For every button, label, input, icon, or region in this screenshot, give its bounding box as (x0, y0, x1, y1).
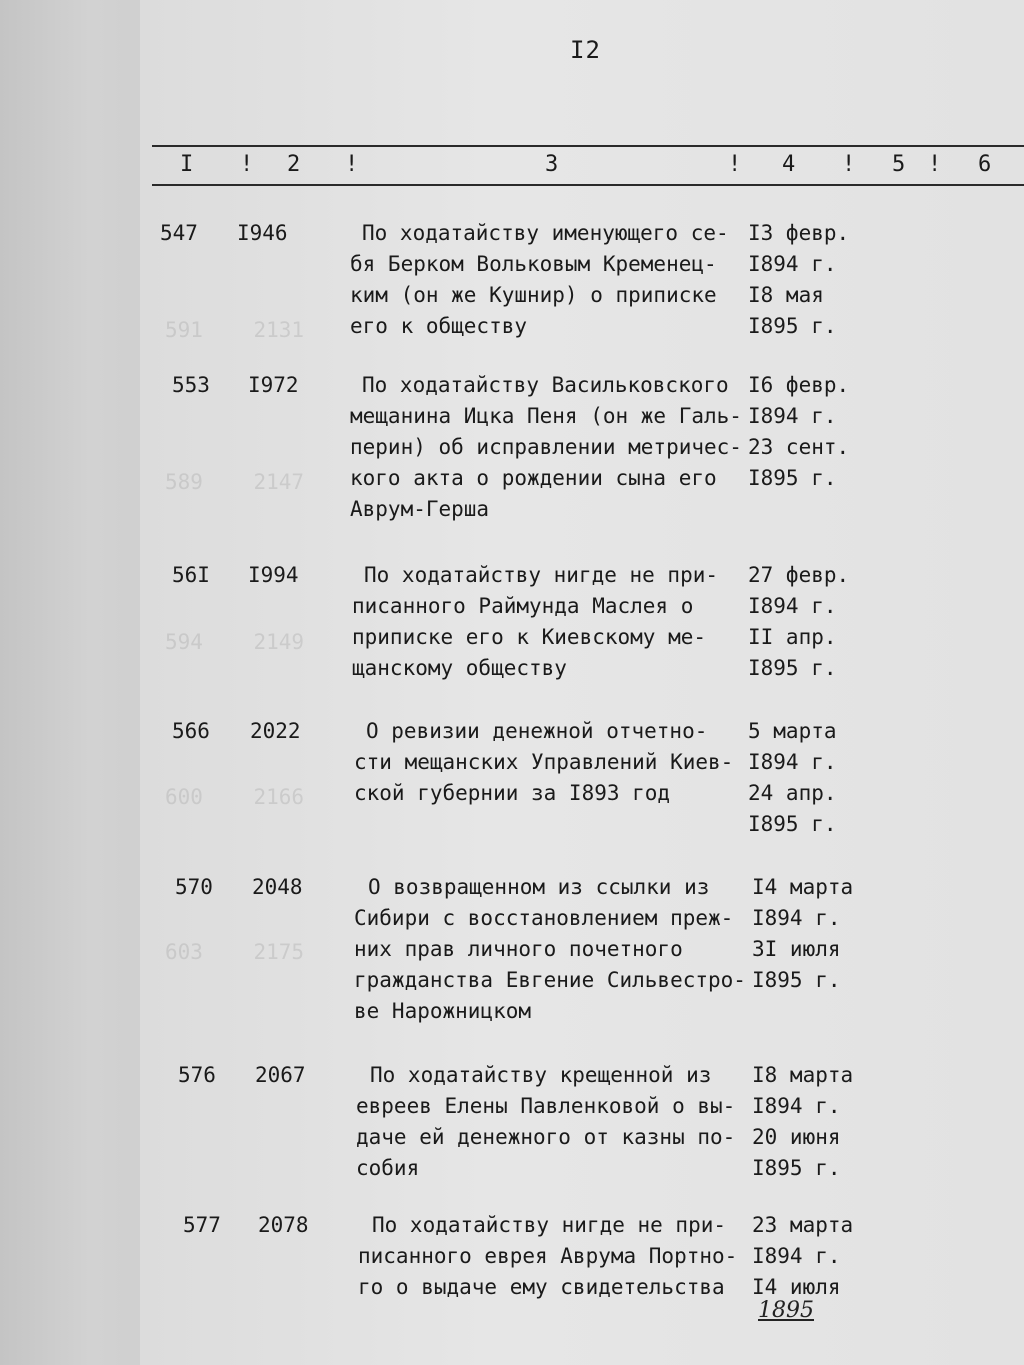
entry-number: 566 (172, 719, 210, 743)
entry-number: 56I (172, 563, 210, 587)
description-line: мещанина Ицка Пеня (он же Галь- (350, 404, 742, 428)
description-line: перин) об исправлении метричес- (350, 435, 742, 459)
header-separator: ! (842, 152, 856, 177)
date-line: II апр. (748, 625, 837, 649)
header-col5: 5 (892, 152, 906, 177)
header-separator: ! (240, 152, 254, 177)
date-line: I895 г. (752, 968, 841, 992)
description-line: бя Берком Вольковым Кременец- (350, 252, 717, 276)
entry-dates (748, 370, 868, 494)
description-line: Аврум-Герша (350, 497, 490, 521)
header-separator: ! (728, 152, 742, 177)
description-line: сти мещанских Управлений Киев- (354, 750, 734, 774)
entry-description (354, 716, 756, 809)
entry-number: 577 (183, 1213, 221, 1237)
date-line: I8 марта (752, 1063, 854, 1087)
description-line: О возвращенном из ссылки из (368, 875, 710, 899)
case-number: I994 (248, 563, 299, 587)
description-line: щанскому обществу (352, 656, 567, 680)
entry-dates (752, 1060, 872, 1184)
header-rule-top (152, 145, 1024, 147)
case-number: 2048 (252, 875, 303, 899)
handwritten-year: 1895 (758, 1298, 814, 1323)
date-line: I894 г. (748, 404, 837, 428)
description-line: писанного еврея Аврума Портно- (358, 1244, 738, 1268)
date-line: I6 февр. (748, 373, 850, 397)
description-line: По ходатайству крещенной из (370, 1063, 712, 1087)
entry-dates (748, 560, 868, 684)
date-line: I895 г. (752, 1156, 841, 1180)
date-line: I8 мая (748, 283, 824, 307)
case-number: I972 (248, 373, 299, 397)
entry-dates (752, 872, 872, 996)
date-line: I894 г. (752, 1244, 841, 1268)
case-number: 2022 (250, 719, 301, 743)
entry-description (352, 560, 754, 684)
description-line: ве Нарожницком (354, 999, 532, 1023)
date-line: 23 сент. (748, 435, 850, 459)
bleed-through-mark: 591 2131 (165, 318, 305, 342)
date-line: 5 марта (748, 719, 837, 743)
description-line: По ходатайству нигде не при- (372, 1213, 727, 1237)
date-line: 24 апр. (748, 781, 837, 805)
description-line: По ходатайству нигде не при- (364, 563, 719, 587)
date-line: I3 февр. (748, 221, 850, 245)
date-line: I895 г. (748, 314, 837, 338)
date-line: I895 г. (748, 466, 837, 490)
date-line: I894 г. (752, 1094, 841, 1118)
entry-description (356, 1060, 760, 1184)
description-line: По ходатайству именующего се- (362, 221, 729, 245)
date-line: I895 г. (748, 656, 837, 680)
date-line: I895 г. (748, 812, 837, 836)
description-line: По ходатайству Васильковского (362, 373, 729, 397)
bleed-through-mark: 600 2166 (165, 785, 305, 809)
description-line: ким (он же Кушнир) о приписке (350, 283, 717, 307)
date-line: 23 марта (752, 1213, 854, 1237)
header-separator: ! (345, 152, 359, 177)
bleed-through-mark: 589 2147 (165, 470, 305, 494)
entry-number: 570 (175, 875, 213, 899)
entry-dates (748, 218, 868, 342)
description-line: его к обществу (350, 314, 528, 338)
entry-dates (748, 716, 868, 840)
bleed-through-mark: 594 2149 (165, 630, 305, 654)
date-line: I4 июля (752, 1275, 841, 1299)
description-line: писанного Раймунда Маслея о (352, 594, 694, 618)
bleed-through-mark: 603 2175 (165, 940, 305, 964)
header-separator: ! (928, 152, 942, 177)
entry-description (354, 872, 758, 1027)
description-line: евреев Елены Павленковой о вы- (356, 1094, 736, 1118)
date-line: I894 г. (748, 750, 837, 774)
description-line: Сибири с восстановлением преж- (354, 906, 734, 930)
date-line: I894 г. (748, 594, 837, 618)
case-number: 2078 (258, 1213, 309, 1237)
entry-description (350, 218, 752, 342)
entry-number: 576 (178, 1063, 216, 1087)
description-line: кого акта о рождении сына его (350, 466, 717, 490)
entry-dates (752, 1210, 872, 1303)
description-line: гражданства Евгение Сильвестро- (354, 968, 746, 992)
date-line: 3I июля (752, 937, 841, 961)
header-col1: I (180, 152, 194, 177)
entry-description (358, 1210, 762, 1303)
header-col2: 2 (287, 152, 301, 177)
date-line: I894 г. (748, 252, 837, 276)
date-line: 20 июня (752, 1125, 841, 1149)
entry-number: 547 (160, 221, 198, 245)
description-line: приписке его к Киевскому ме- (352, 625, 707, 649)
case-number: I946 (237, 221, 288, 245)
entry-description (350, 370, 752, 525)
date-line: I4 марта (752, 875, 854, 899)
date-line: 27 февр. (748, 563, 850, 587)
previous-page-edge (0, 0, 150, 1365)
entry-number: 553 (172, 373, 210, 397)
description-line: собия (356, 1156, 420, 1180)
description-line: них прав личного почетного (354, 937, 683, 961)
description-line: даче ей денежного от казны по- (356, 1125, 736, 1149)
date-line: I894 г. (752, 906, 841, 930)
description-line: ской губернии за I893 год (354, 781, 671, 805)
header-rule-bottom (152, 184, 1024, 186)
header-col4: 4 (782, 152, 796, 177)
description-line: О ревизии денежной отчетно- (366, 719, 708, 743)
case-number: 2067 (255, 1063, 306, 1087)
page-number: I2 (570, 36, 601, 64)
header-col6: 6 (978, 152, 992, 177)
description-line: го о выдаче ему свидетельства (358, 1275, 725, 1299)
header-col3: 3 (545, 152, 559, 177)
